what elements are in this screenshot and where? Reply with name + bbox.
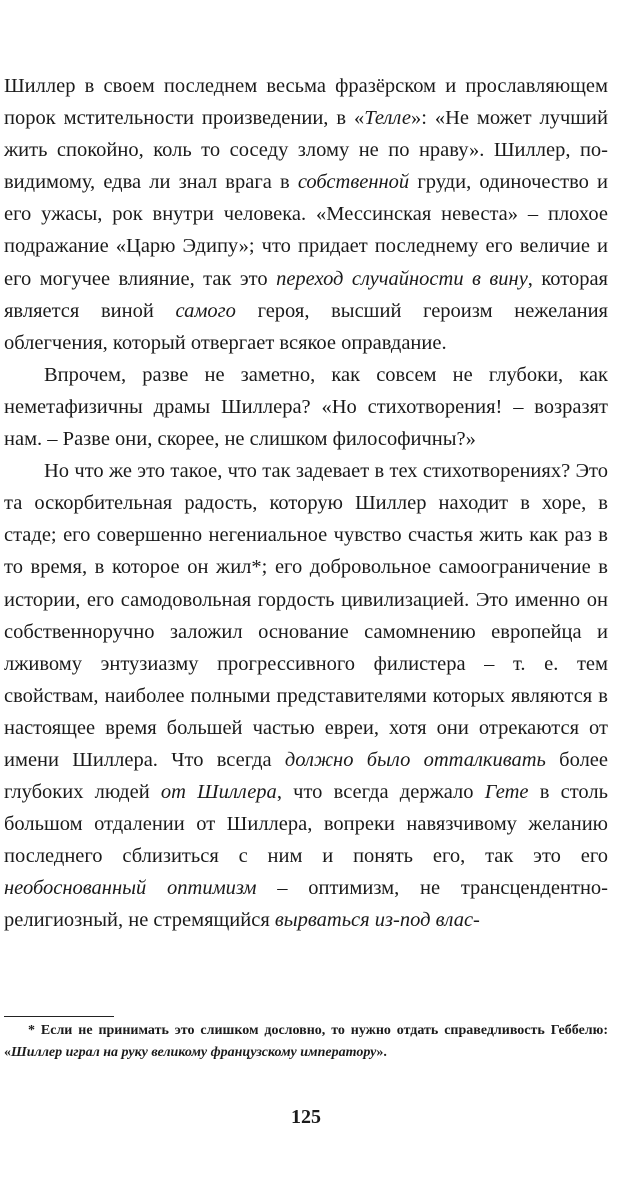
text-segment: * Если не принимать это слишком дословно, то нужно отдать справедливость Геббелю: « [4,1023,608,1060]
italic-text-segment: собственной [297,171,410,194]
paragraph-3 [4,455,608,936]
text-segment: »: «Не может лучший жить спокойно, коль то соседу злому не по нраву». Шиллер, по-видимому, едва ли знал врага в [4,107,608,194]
text-segment: героя, высший героизм нежелания облегчения, который отвергает всякое оправдание. [4,299,608,354]
text-segment: , что всегда держало [276,781,485,804]
page-number: 125 [291,1106,321,1128]
text-segment: – оптимизм, не трансцендентно-религиозный, не стремящийся [4,877,608,932]
main-text [4,70,608,937]
text-segment: более глубоких людей [4,748,608,804]
text-segment: Шиллер в своем последнем весьма фразёрском и прославляющем порок мстительности произведении, в « [4,75,608,130]
italic-text-segment: Гете [484,781,529,804]
italic-text-segment: Телле [364,107,411,130]
text-segment: ». [376,1045,387,1060]
text-segment: Но что же это такое, что так задевает в тех стихотворениях? Это та оскорбительная радость, которую Шиллер находит в хоре, в стаде; его совершенно негениальное чувство счастья жить как раз в то время, в которое он жил*; его добровольное самоограничение в истории, его самодовольная гордость цивилизацией. Это именно он собственноручно заложил основание самомнению европейца и лживому энтузиазму прогрессивного филистера – т. е. тем свойствам, наиболее полными представителями которых являются в настоящее время большей частью евреи, хотя они отрекаются от имени Шиллера. Что всегда [4,460,608,771]
footnote-divider [4,1016,114,1017]
italic-text-segment: вырваться из-под влас- [274,909,480,932]
paragraph-1 [4,70,608,359]
text-segment: Впрочем, разве не заметно, как совсем не глубоки, как неметафизичны драмы Шиллера? «Но стихотворения! – возразят нам. – Разве они, скорее, не слишком философичны?» [4,363,608,451]
italic-text-segment: переход случайности в вину [276,267,528,290]
text-segment: , которая является виной [4,267,608,322]
paragraph-2 [4,359,608,455]
italic-text-segment: Шиллер играл на руку великому французскому императору [11,1045,377,1060]
italic-text-segment: самого [175,299,236,322]
footnote [4,1020,608,1064]
italic-text-segment: необоснованный оптимизм [4,877,257,900]
text-segment: в столь большом отдалении от Шиллера, вопреки навязчивому желанию последнего сблизиться с ним и понять его, так это его [4,781,608,868]
italic-text-segment: должно было отталкивать [284,748,546,771]
text-segment: груди, одиночество и его ужасы, рок внутри человека. «Мессинская невеста» – плохое подражание «Царю Эдипу»; что придает последнему его величие и его могучее влияние, так это [4,171,608,290]
italic-text-segment: от Шиллера [160,781,277,804]
